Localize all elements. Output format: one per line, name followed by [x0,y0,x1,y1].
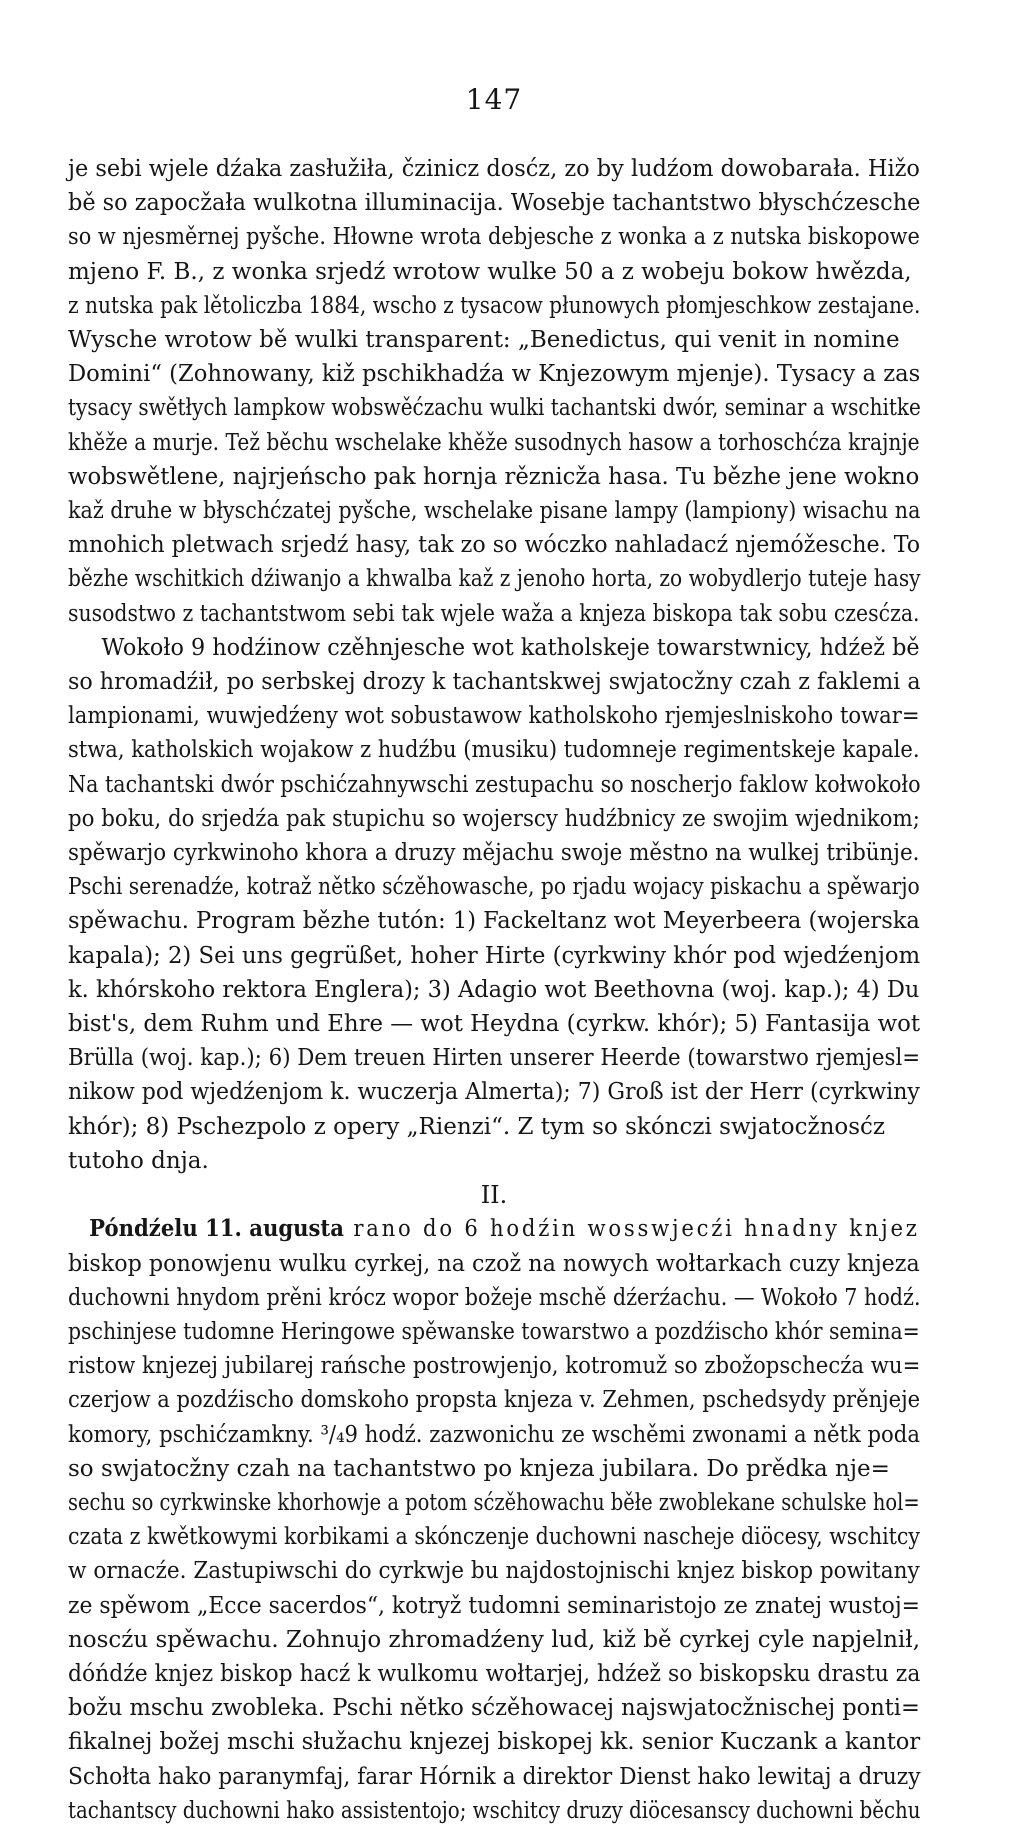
text-line: z nutska pak lětoliczba 1884, wscho z tysacow płunowych płomjeschkow zestajane. [68,292,921,319]
text-line: božu mschu zwobleka. Pschi nětko sćzěhowacej najswjatocžnischej ponti= [68,1695,920,1722]
text-line: dóńdźe knjez biskop hacź k wulkomu wołtarjej, hdźež so biskopsku drastu za [68,1660,921,1687]
text-line: fikalnej božej mschi słužachu knjezej biskopej kk. senior Kuczank a kantor [68,1729,921,1756]
date-lead-rest: rano do 6 hodźin wosswjecźi hnadny knjez [343,1216,920,1243]
text-line: wobswětlene, najrjeńscho pak hornja rěznicža hasa. Tu bězhe jene wokno [68,463,920,490]
text-line: w ornacźe. Zastupiwschi do cyrkwje bu najdostojnischi knjez biskop powitany [68,1558,920,1585]
text-line: Brülla (woj. kap.); 6) Dem treuen Hirten unserer Heerde (towarstwo rjemjesl= [68,1045,921,1072]
text-line: czerjow a pozdźischo domskoho propsta knjeza v. Zehmen, pschedsydy prěnjeje [68,1387,921,1414]
text-line: Pschi serenadźe, kotraž nětko sćzěhowasche, po rjadu wojacy piskachu a spěwarjo [68,874,920,901]
text-line: spěwarjo cyrkwinoho khora a druzy mějachu swoje městno na wulkej tribünje. [68,840,920,867]
text-line: komory, pschićzamkny. ³/₄9 hodź. zazwonichu ze wschěmi zwonami a nětk poda [68,1421,920,1448]
section-heading: II. [480,1181,508,1210]
text-line: spěwachu. Program bězhe tutón: 1) Fackeltanz wot Meyerbeera (wojerska [68,908,920,935]
text-line: biskop ponowjenu wulku cyrkej, na czož na nowych wołtarkach cuzy knjeza [68,1250,920,1277]
text-line: Wysche wrotow bě wulki transparent: „Benedictus, qui venit in nomine [68,327,900,354]
paragraph-illumination [68,152,920,631]
text-line: Wokoło 9 hodźinow czěhnjesche wot katholskeje towarstwnicy, hdźež bě [101,634,920,661]
text-line: je sebi wjele dźaka zasłužiła, čzinicz dosćz, zo by ludźom dowobarała. Hižo [68,156,920,182]
text-line: susodstwo z tachantstwom sebi tak wjele waža a knjeza biskopa tak sobu czesćza. [68,600,920,627]
text-line: kaž druhe w błyschćzatej pyšche, wschelake pisane lampy (lampiony) wisachu na [68,498,921,525]
text-line: tachantscy duchowni hako assistentojo; wschitcy druzy diöcesanscy duchowni běchu [68,1797,921,1824]
text-line: kapala); 2) Sei uns gegrüßet, hoher Hirte (cyrkwiny khór pod wjedźenjom [68,942,921,969]
text-line: so w njesměrnej pyšche. Hłowne wrota debjesche z wonka a z nutska biskopowe [68,224,920,251]
paragraph-serenade [68,631,920,1178]
text-line: duchowni hnydom prěni krócz wopor božeje mschě dźerźachu. — Wokoło 7 hodź. [68,1284,921,1311]
document-page [68,80,920,1828]
text-line: ristow knjezej jubilarej rańsche postrowjenjo, kotromuž so zbožopschecźa wu= [68,1353,921,1380]
text-line: lampionami, wuwjedźeny wot sobustawow katholskoho rjemjeslniskoho towar= [68,703,920,730]
text-line [68,1212,920,1246]
text-line: mjeno F. B., z wonka srjedź wrotow wulke 50 a z wobeju bokow hwězda, [68,258,912,285]
text-line: pschinjese tudomne Heringowe spěwanske towarstwo a pozdźischo khór semina= [68,1318,920,1345]
text-line: tysacy swětłych lampkow wobswěćzachu wulki tachantski dwór, seminar a wschitke [68,395,921,422]
text-line: so swjatocžny czah na tachantstwo po knjeza jubilara. Do prědka nje= [68,1455,890,1482]
page-number: 147 [465,83,523,116]
text-line: noscźu spěwachu. Zohnujo zhromadźeny lud, kiž bě cyrkej cyle napjelnił, [68,1626,921,1653]
text-line: bě so zapocžała wulkotna illuminacija. Wosebje tachantstwo błyschćzesche [68,190,921,217]
text-line: Schołta hako paranymfaj, farar Hórnik a direktor Dienst hako lewitaj a druzy [68,1763,921,1790]
text-line: khěže a murje. Tež běchu wschelake khěže susodnych hasow a torhoschćza krajnje [68,429,920,456]
text-line: k. khórskoho rektora Englera); 3) Adagio wot Beethovna (woj. kap.); 4) Du [68,976,920,1003]
text-line: mnohich pletwach srjedź hasy, tak zo so wóczko nahladacź njemóžesche. To [68,532,921,559]
text-line: stwa, katholskich wojakow z hudźbu (musiku) tudomneje regimentskeje kapale. [68,737,920,764]
text-line: Na tachantski dwór pschićzahnywschi zestupachu so noscherjo faklow kołwokoło [68,771,921,798]
text-line: bist's, dem Ruhm und Ehre — wot Heydna (cyrkw. khór); 5) Fantasija wot [68,1011,921,1038]
text-line: so hromadźił, po serbskej drozy k tachantskwej swjatocžny czah z faklemi a [68,669,921,696]
text-line: ze spěwom „Ecce sacerdos“, kotryž tudomni seminaristojo ze znatej wustoj= [68,1592,920,1619]
text-line: sechu so cyrkwinske khorhowje a potom sćzěhowachu běłe zwoblekane schulske hol= [68,1489,920,1516]
text-line: po boku, do srjedźa pak stupichu so wojerscy hudźbnicy ze swojim wjednikom; [68,805,920,832]
text-line: nikow pod wjedźenjom k. wuczerja Almerta); 7) Groß ist der Herr (cyrkwiny [68,1079,920,1106]
text-line: tutoho dnja. [68,1147,209,1174]
text-line: czata z kwětkowymi korbikami a skónczenje duchowni nascheje diöcesy, wschitcy [68,1524,921,1551]
date-lead: Póndźelu 11. augusta [89,1215,344,1243]
paragraph-monday [68,1212,920,1828]
text-line: bězhe wschitkich dźiwanjo a khwalba kaž z jenoho horta, zo wobydlerjo tuteje hasy [68,566,921,593]
text-line: Domini“ (Zohnowany, kiž pschikhadźa w Knjezowym mjenje). Tysacy a zas [68,361,921,388]
text-line: khór); 8) Pschezpolo z opery „Rienzi“. Z tym so skónczi swjatocžnosćz [68,1113,886,1140]
